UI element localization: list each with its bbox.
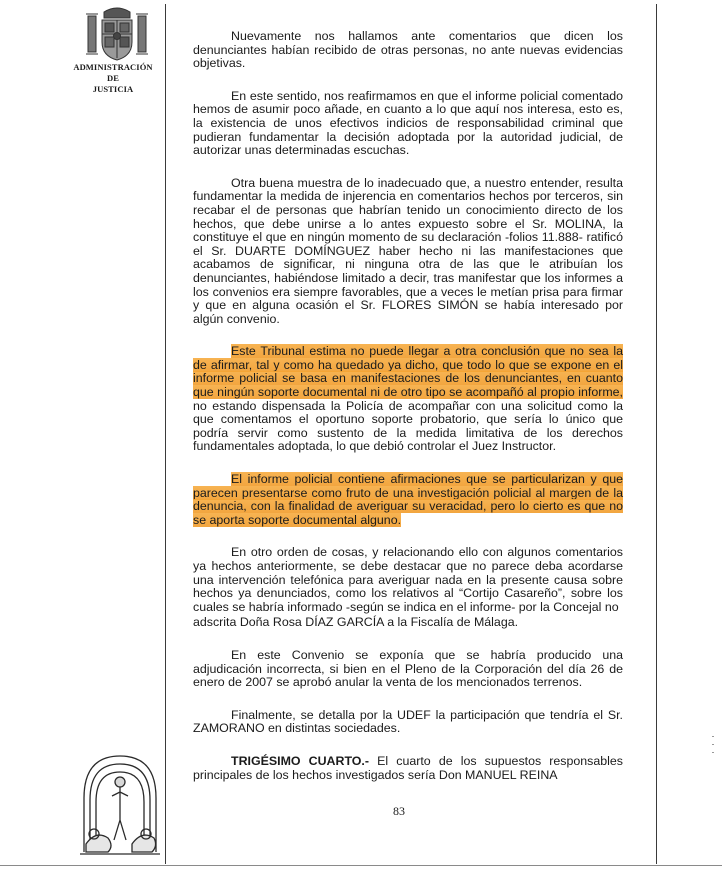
paragraph-9 xyxy=(193,755,623,782)
paragraph-7 xyxy=(193,649,623,690)
margin-mark xyxy=(712,744,714,745)
left-margin-rule xyxy=(165,4,166,864)
paragraph-6-text: En otro orden de cosas, y relacionando ello con algunos comentarios ya hechos anteriormente, se debe destacar que no parece deba acordarse una intervención telefónica para averiguar nada en la presente causa sobre hechos ya denunciados, como los relativos al “Cortijo Casareño”, sobre los cuales se habría informado -según se indica en el informe- por la Concejal no xyxy=(193,545,623,614)
paragraph-4 xyxy=(193,345,623,454)
paragraph-7-text: En este Convenio se exponía que se habría producido una adjudicación incorrecta, si bien en el Pleno de la Corporación del día 26 de enero de 2007 se aprobó anular la venta de los mencionados terrenos. xyxy=(193,647,623,690)
paragraph-2-text: En este sentido, nos reafirmamos en que el informe policial comentado hemos de asumir poco añade, en cuanto a lo que aquí nos interesa, esto es, la existencia de unos efectivos indicios de responsabilidad criminal que pudieran fundamentar la decisión adoptada por la autoridad judicial, de autorizar unas determinadas escuchas. xyxy=(193,88,623,158)
paragraph-4-text xyxy=(193,345,623,454)
institution-line-2: DE xyxy=(106,73,119,83)
paragraph-1-text: Nuevamente nos hallamos ante comentarios que dicen los denunciantes habían recibido de otras personas, no ante nuevas evidencias objetivas. xyxy=(193,29,623,71)
paragraph-2 xyxy=(193,90,623,158)
right-margin-rule xyxy=(656,4,657,864)
highlighted-passage: Este Tribunal estima no puede llegar a otra conclusión que no sea la de afirmar, tal y como ha quedado ya dicho, que todo lo que se expone en el informe policial se basa en manifestaciones de los denunciantes, en cuanto que ningún soporte documental ni de otro tipo se acompañó al propio informe, xyxy=(193,344,623,400)
paragraph-6-continuation: adscrita Doña Rosa DÍAZ GARCÍA a la Fiscalía de Málaga. xyxy=(193,615,519,630)
paragraph-6 xyxy=(193,546,623,630)
margin-mark xyxy=(712,752,714,753)
highlighted-passage: El informe policial contiene afirmaciones que se particularizan y que parecen presentarse como fruto de una investigación policial al margen de la denuncia, con la finalidad de averiguar su veracidad, pero lo cierto es que no se aporta soporte documental alguno. xyxy=(193,472,623,527)
paragraph-9-body: El cuarto de los supuestos responsables principales de los hechos investigados sería Don MANUEL REINA xyxy=(193,753,623,782)
paragraph-5-text xyxy=(193,473,623,527)
paragraph-3-text: Otra buena muestra de lo inadecuado que, a nuestro entender, resulta fundamentar la medida de injerencia en comentarios hechos por terceros, sin recabar el de personas que habrían tenido un conocimiento directo de los hechos, que debe unirse a lo antes expuesto sobre el Sr. MOLINA, la constituye el que en ningún momento de su declaración -folios 11.888- ratificó el Sr. DUARTE DOMÍNGUEZ haber hecho ni las manifestaciones que acabamos de significar, ni ninguna otra de las que le atribuían los denunciantes, habiéndose limitado a decir, tras manifestar que los informes a los convenios era siempre favorables, que a veces le metían prisa para firmar y que en alguna ocasión el Sr. FLORES SIMÓN se había interesado por algún convenio. xyxy=(193,175,623,326)
body-text xyxy=(193,30,623,782)
institution-line-1: ADMINISTRACIÓN xyxy=(73,62,153,72)
paragraph-5 xyxy=(193,473,623,527)
institution-line-3: JUSTICIA xyxy=(92,84,134,94)
paragraph-4-rest: no estando dispensada la Policía de acompañar con una solicitud como la que comentamos el oportuno soporte probatorio, que sería lo único que podría servir como sustento de la medida limitativa de los derechos fundamentales adoptada, lo que debió controlar el Juez Instructor. xyxy=(193,398,623,454)
spanish-coat-of-arms-icon xyxy=(82,4,152,62)
page-number: 83 xyxy=(393,804,405,818)
margin-mark xyxy=(712,736,714,737)
bottom-rule xyxy=(0,865,722,866)
paragraph-1 xyxy=(193,30,623,71)
paragraph-9-text xyxy=(193,755,623,782)
section-heading: TRIGÉSIMO CUARTO.- xyxy=(231,753,369,768)
paragraph-8 xyxy=(193,709,623,736)
paragraph-8-text: Finalmente, se detalla por la UDEF la participación que tendría el Sr. ZAMORANO en distintas sociedades. xyxy=(193,707,623,736)
paragraph-3 xyxy=(193,177,623,327)
justice-emblem-icon xyxy=(76,748,164,858)
institution-label xyxy=(60,62,166,95)
